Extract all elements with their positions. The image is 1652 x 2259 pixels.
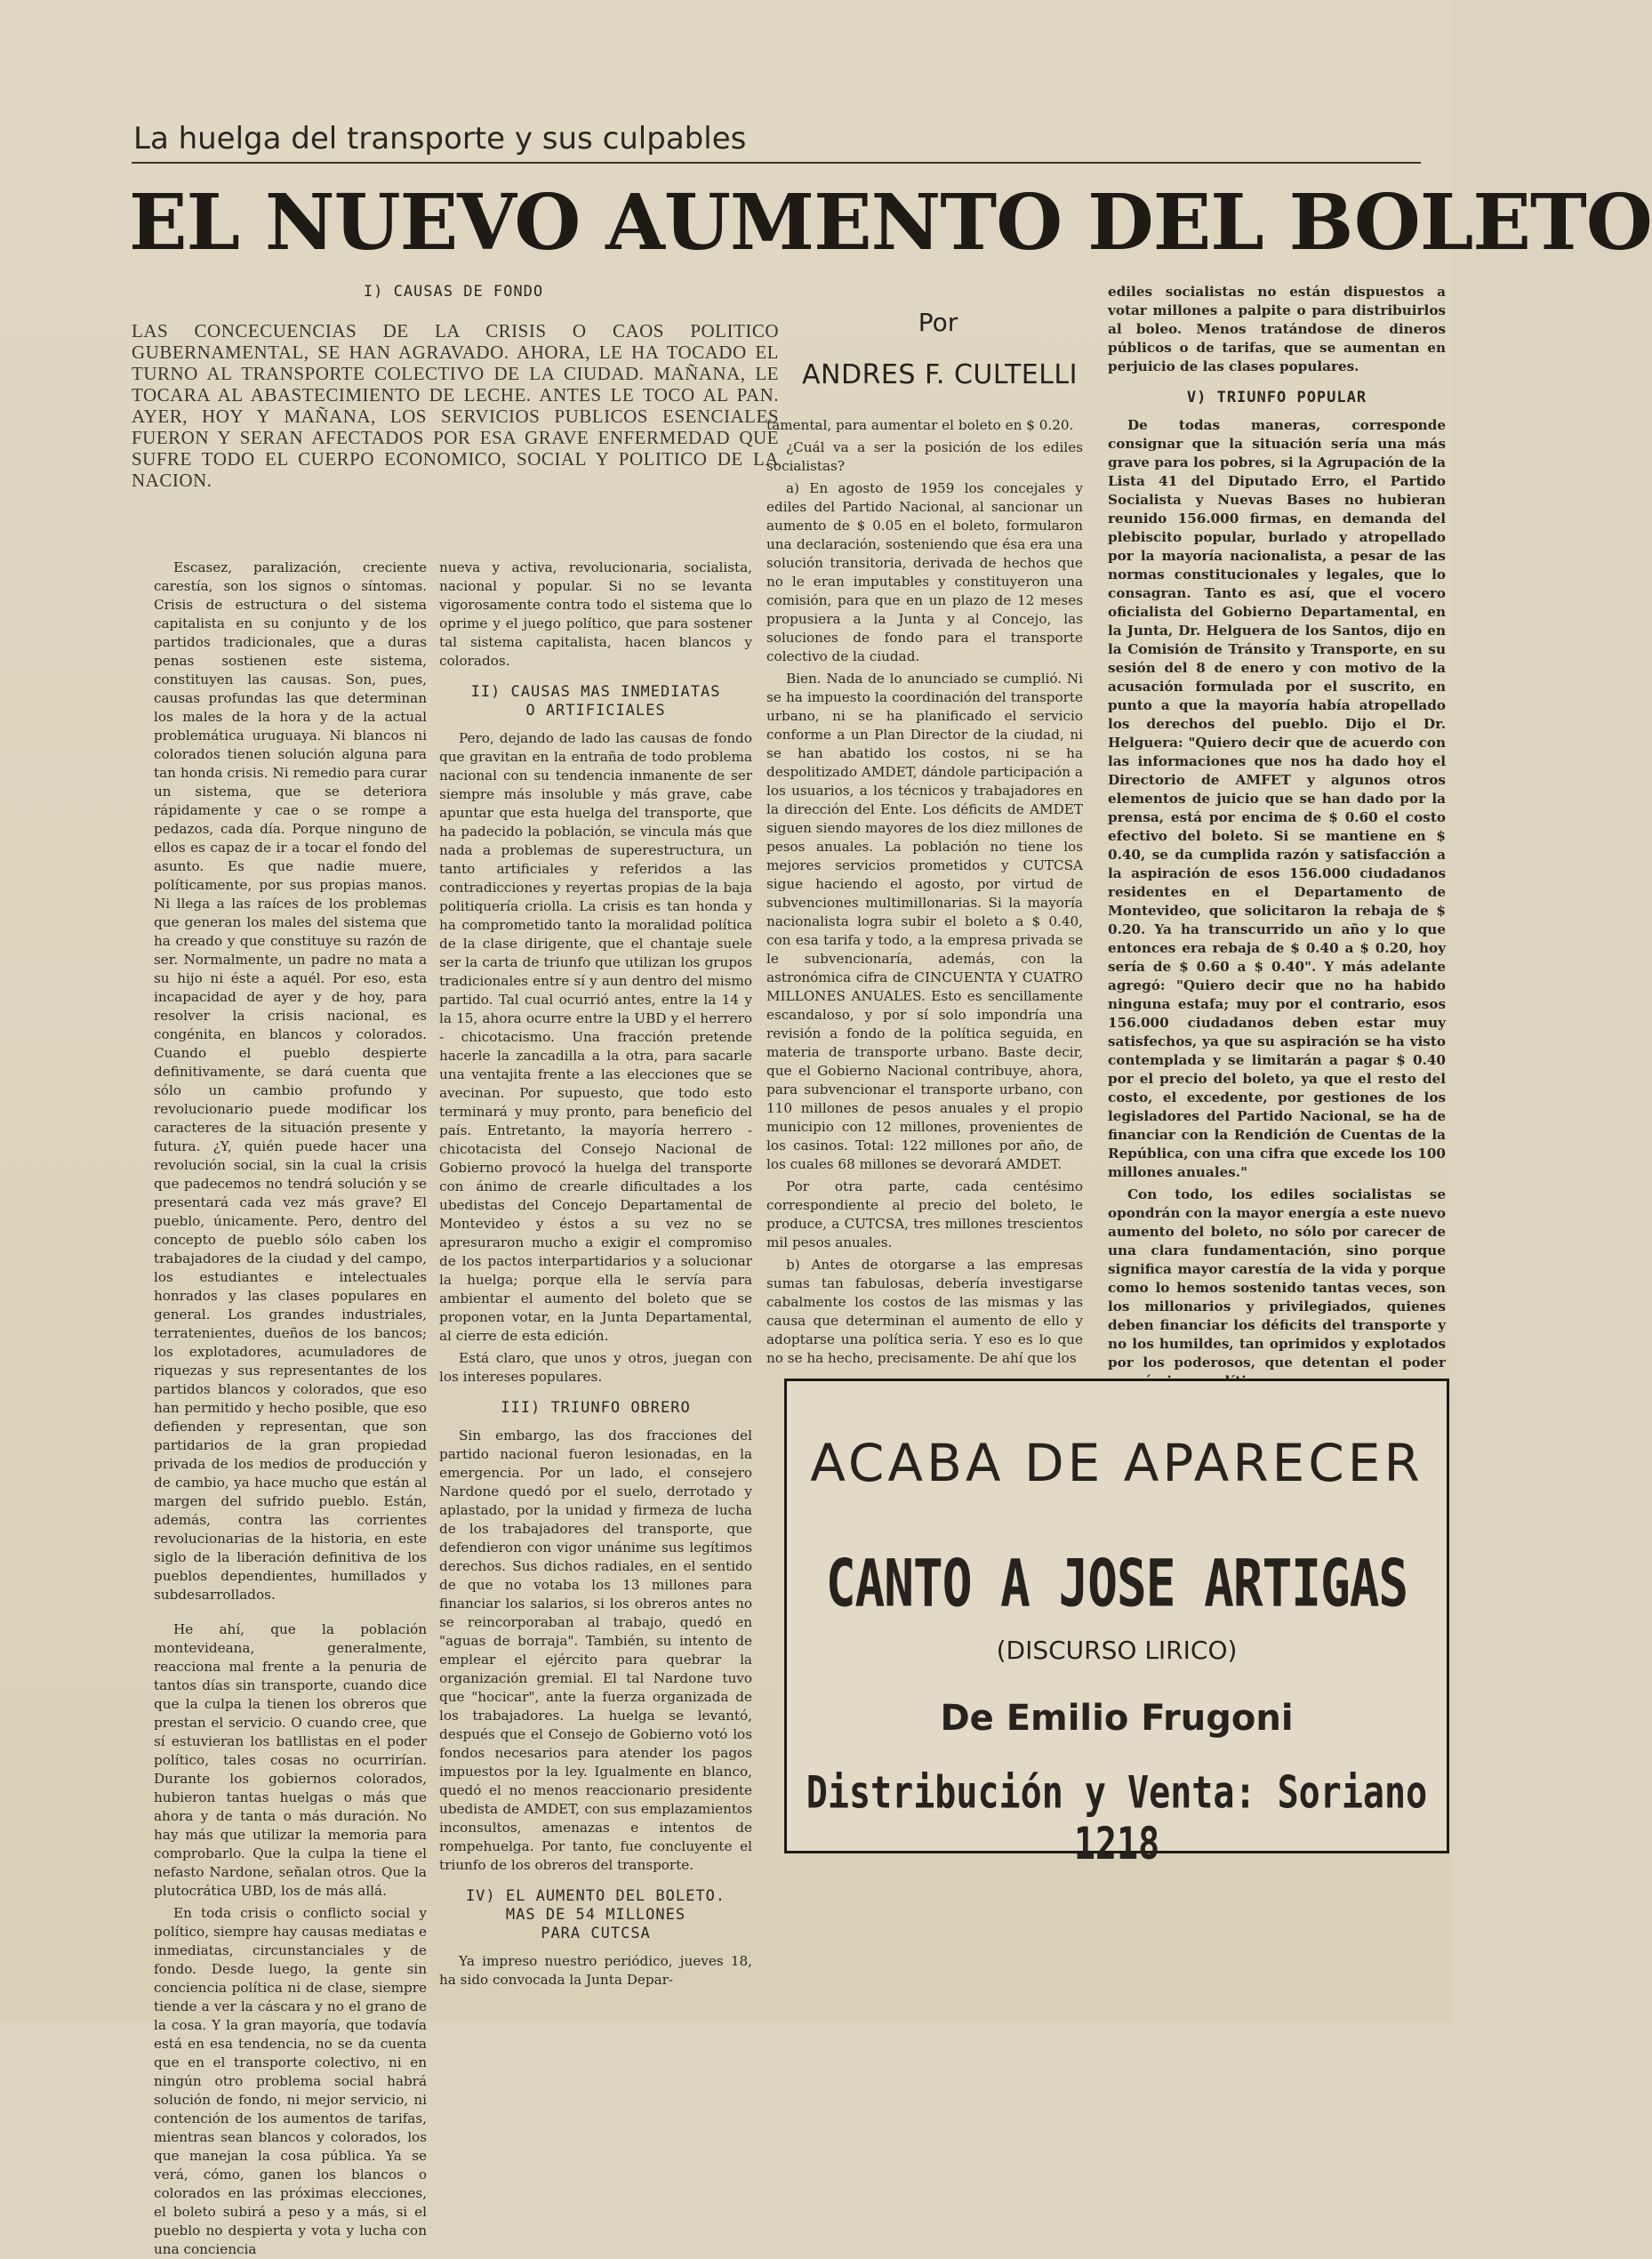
section-heading-2 — [439, 683, 752, 720]
paragraph: Ya impreso nuestro periódico, jueves 18, ha sido convocada la Junta Depar- — [439, 1953, 752, 1988]
section-heading-4 — [439, 1887, 752, 1943]
article-column-1 — [154, 559, 427, 2257]
headline: EL NUEVO AUMENTO DEL BOLETO — [129, 178, 1652, 268]
article-column-2 — [439, 559, 752, 2026]
section-heading-3: III) TRIUNFO OBRERO — [501, 1399, 691, 1417]
kicker: La huelga del transporte y sus culpables — [133, 121, 747, 157]
paragraph: Escasez, paralización, creciente carestía, son los signos o síntomas. Crisis de estructura o del sistema capitalista en su conjunto y de los partidos tradicionales, que a duras penas sostienen este sistema, constituyen las causas. Son, pues, causas profundas las que determinan los males de la hora y de la actual problemática uruguaya. Ni blancos ni colorados tienen solución alguna para tan honda crisis. Ni remedio para curar un sistema, que se deteriora rápidamente y cae o se rompe a pedazos, cada día. Porque ninguno de ellos es capaz de ir a tocar el fondo del asunto. Es que nadie muere, políticamente, por sus propias manos. Ni llega a las raíces de los problemas que generan los males del sistema que ha creado y que constituye su razón de ser. Normalmente, un padre no mata a su hijo ni éste a aquél. Por eso, esta incapacidad de ayer y de hoy, para resolver la crisis nacional, es congénita, en blancos y colorados. Cuando el pueblo despierte definitivamente, se dará cuenta que sólo un cambio profundo y revolucionario puede modificar los caracteres de la situación presente y futura. ¿Y, quién puede hacer una revolución social, sin la cual la crisis que padecemos no tendrá solución y se presentará cada vez más grave? El pueblo, únicamente. Pero, dentro del concepto de pueblo sólo caben los trabajadores de la ciudad y del campo, los estudiantes e intelectuales honrados y las clases populares en general. Los grandes industriales, terratenientes, dueños de los bancos; los explotadores, acumuladores de riquezas y sus representantes de los partidos blancos y colorados, que eso han permitido y hecho posible, que eso defienden y representan, que son partidarios de la gran propiedad privada de los medios de producción y de cambio, ya hace mucho que están al margen del sufrido pueblo. Están, además, contra las corrientes revolucionarias de la historia, en este siglo de la liberación definitiva de los pueblos dependientes, humillados y subdesarrollados. — [154, 559, 427, 1603]
paragraph: Bien. Nada de lo anunciado se cumplió. Ni se ha impuesto la coordinación del transporte urbano, ni se ha planificado el servicio conforme a un Plan Director de la ciudad, ni se han abatido los costos, ni se ha despolitizado AMDET, dándole participación a los usuarios, a los técnicos y trabajadores en la dirección del Ente. Los déficits de AMDET siguen siendo mayores de los diez millones de pesos anuales. La población no tiene los mejores servicios prometidos y CUTCSA sigue haciendo el agosto, por virtud de subvenciones multimillonarias. Si la mayoría nacionalista logra subir el boleto a $ 0.40, con esa tarifa y todo, a la empresa privada se le subvencionaría, además, con la astronómica cifra de CINCUENTA Y CUATRO MILLONES ANUALES. Esto es sencillamente escandaloso, y por sí solo impondría una revisión a fondo de la política seguida, en materia de transporte urbano. Baste decir, que el Gobierno Nacional contribuye, ahora, para subvencionar el transporte urbano, con 110 millones de pesos anuales y el propio municipio con 12 millones, provenientes de los casinos. Total: 122 millones por año, de los cuales 68 millones se devorará AMDET. — [766, 671, 1083, 1172]
section-heading-2b: O ARTIFICIALES — [525, 702, 666, 720]
ad-author: De Emilio Frugoni — [940, 1698, 1294, 1739]
ad-book-title: CANTO A JOSE ARTIGAS — [825, 1547, 1408, 1622]
paragraph: He ahí, que la población montevideana, generalmente, reacciona mal frente a la penuria de tantos días sin transporte, cuando dice que la culpa la tienen los obreros que prestan el servicio. O cuando cree, que sí estuvieran los batllistas en el poder político, tales cosas no ocurrirían. Durante los gobiernos colorados, hubieron tantas huelgas o más que ahora y de tanta o más duración. No hay más que utilizar la memoria para comprobarlo. Que la culpa la tiene el nefasto Nardone, señalan otros. Que la plutocrática UBD, los de más allá. — [154, 1621, 427, 1899]
section-heading-4c: PARA CUTCSA — [541, 1925, 651, 1942]
article-column-3 — [766, 416, 1083, 1366]
section-heading-4b: MAS DE 54 MILLONES — [505, 1906, 686, 1924]
paragraph: ¿Cuál va a ser la posición de los ediles socialistas? — [766, 439, 1083, 474]
paragraph: En toda crisis o conflicto social y político, siempre hay causas mediatas e inmediatas, circunstanciales y de fondo. Desde luego, la gente sin conciencia política ni de clase, siempre tiende a ver la cáscara y no el grano de la cosa. Y la gran mayoría, que todavía está en esa tendencia, no se da cuenta que en el transporte colectivo, ni en ningún otro problema social habrá solución de fondo, ni mejor servicio, ni contención de los aumentos de tarifas, mientras sean blancos y colorados, los que manejan la cosa pública. Ya se verá, cómo, ganen los blancos o colorados en las próximas elecciones, el boleto subirá a peso y a más, si el pueblo no despierta y vota y lucha con una conciencia — [154, 1905, 427, 2257]
byline-por: Por — [918, 308, 958, 337]
paragraph: Por otra parte, cada centésimo correspondiente al precio del boleto, le produce, a CUTCSA, tres millones trescientos mil pesos anuales. — [766, 1178, 1083, 1250]
paragraph: ediles socialistas no están dispuestos a votar millones a palpite o para distribuirlos al boleo. Menos tratándose de dineros públicos o de tarifas, que se aumentan en perjuicio de las clases populares. — [1108, 284, 1446, 374]
article-column-4 — [1108, 283, 1446, 1371]
advertisement-box — [784, 1379, 1449, 1870]
paragraph: tamental, para aumentar el boleto en $ 0.20. — [766, 417, 1074, 433]
byline-author: ANDRES F. CULTELLI — [802, 359, 1078, 390]
paragraph: nueva y activa, revolucionaria, socialista, nacional y popular. Si no se levanta vigorosamente contra todo el sistema que lo oprime y el juego político, que para sostener tal sistema capitalista, hacen blancos y colorados. — [439, 559, 752, 669]
section-heading-5: V) TRIUNFO POPULAR — [1186, 389, 1367, 406]
paragraph: De todas maneras, corresponde consignar que la situación sería una más grave para los pobres, si la Agrupación de la Lista 41 del Diputado Erro, el Partido Socialista y Nuevas Bases no hubieran reunido 156.000 firmas, en demanda del plebiscito popular, burlado y atropellado por la mayoría nacionalista, a pesar de las normas constitucionales y legales, que lo consagran. Tanto es así, que el vocero oficialista del Gobierno Departamental, en la Junta, Dr. Helguera de los Santos, dijo en la Comisión de Tránsito y Transporte, en su sesión del 8 de enero y con motivo de la acusación formulada por el suscrito, en punto a que la mayoría había atropellado los derechos del pueblo. Dijo el Dr. Helguera: "Quiero decir que de acuerdo con las informaciones que nos ha dado hoy el Directorio de AMFET y algunos otros elementos de juicio que se han dado por la prensa, está por encima de $ 0.60 el costo efectivo del boleto. Si se mantiene en $ 0.40, se da cumplida razón y satisfacción a la aspiración de esos 156.000 ciudadanos residentes en el Departamento de Montevideo, que solicitaron la rebaja de $ 0.20. Ya ha transcurrido un año y lo que entonces era rebaja de $ 0.40 a $ 0.20, hoy sería de $ 0.60 a $ 0.40". Y más adelante agregó: "Quiero decir que no ha habido ninguna estafa; muy por el contrario, esos 156.000 ciudadanos deben estar muy satisfechos, ya que su aspiración se ha visto contemplada y se limitarán a pagar $ 0.40 por el precio del boleto, ya que el resto del costo, el excedente, por gestiones de los legisladores del Partido Nacional, se ha de financiar con la Rendición de Cuentas de la República, con una cifra que excede los 100 millones anuales." — [1108, 417, 1446, 1180]
section-heading — [276, 283, 631, 301]
section-heading-1: I) CAUSAS DE FONDO — [363, 283, 544, 301]
paragraph: Con todo, los ediles socialistas se opondrán con la mayor energía a este nuevo aumento del boleto, no sólo por carecer de una clara fundamentación, sino porque significa mayor carestía de la vida y porque como lo hemos sostenido tantas veces, son los millonarios y privilegiados, quienes deben financiar los déficits del transporte y no los humildes, tan oprimidos y explotados por los poderosos, que detentan el poder — [1108, 1186, 1446, 1371]
paragraph: a) En agosto de 1959 los concejales y ediles del Partido Nacional, al sancionar un aumento de $ 0.05 en el boleto, formularon una declaración, sosteniendo que ésa era una solución transitoria, derivada de hechos que no le eran imputables y constituyeron una comisión, para que en un plazo de 12 meses propusiera a la Junta y al Concejo, las soluciones de fondo para el transporte colectivo de la ciudad. — [766, 480, 1083, 664]
paragraph: b) Antes de otorgarse a las empresas sumas tan fabulosas, debería investigarse cabalmente los costos de las mismas y las causa que determinan el aumento de ello y adoptarse una política seria. Y eso es lo que no se ha hecho, precisamente. De ahí que los — [766, 1257, 1083, 1366]
ad-subtitle: (DISCURSO LIRICO) — [996, 1636, 1238, 1665]
ad-distribution: Distribución y Venta: Soriano 1218 — [806, 1767, 1428, 1870]
paragraph: Está claro, que unos y otros, juegan con los intereses populares. — [439, 1350, 752, 1385]
section-heading-4a: IV) EL AUMENTO DEL BOLETO. — [465, 1887, 726, 1905]
divider — [132, 162, 1421, 164]
lead-paragraph: LAS CONCECUENCIAS DE LA CRISIS O CAOS POLITICO GUBERNAMENTAL, SE HAN AGRAVADO. AHORA, LE HA TOCADO EL TURNO AL TRANSPORTE COLECTIVO DE LA CIUDAD. MAÑANA, LE TOCARA AL ABASTECIMIENTO DE LECHE. ANTES LE TOCO AL PAN. AYER, HOY Y MAÑANA, LOS SERVICIOS PUBLICOS ESENCIALES FUERON Y SERAN AFECTADOS POR ESA GRAVE ENFERMEDAD QUE SUFRE TODO EL CUERPO ECONOMICO, SOCIAL Y POLITICO DE LA NACION. — [132, 320, 779, 491]
paragraph: Pero, dejando de lado las causas de fondo que gravitan en la entraña de todo problema nacional con su tendencia inmanente de ser siempre más insoluble y más grave, cabe apuntar que esta huelga del transporte, que ha padecido la población, se vincula más que nada a problemas de superestructura, un tanto artificiales y referidos a las contradicciones y reyertas propias de la baja politiquería criolla. La crisis es tan honda y ha comprometido tanto la moralidad política de la clase dirigente, que el chantaje suele ser la carta de triunfo que utilizan los grupos tradicionales entre sí y aun dentro del mismo partido. Tal cual ocurrió antes, entre la 14 y la 15, ahora ocurre entre la UBD y el herrero - chicotacismo. Una fracción pretende hacerle la zancadilla a la otra, para sacarle una ventajita frente a las elecciones que se avecinan. Por supuesto, que todo esto terminará y muy pronto, para beneficio del país. Entretanto, la mayoría herrero - chicotacista del Consejo Nacional de Gobierno provocó la huelga del transporte con ánimo de crearle dificultades a los ubedistas del Concejo Departamental de Montevideo y éstos a su vez no se apresuraron mucho a exigir el compromiso de los pactos interpartidarios y a solucionar la huelga; porque ella le servía para ambientar el aumento del boleto que se proponen votar, en la Junta Departamental, al cierre de esta edición. — [439, 730, 752, 1344]
paragraph: Sin embargo, las dos fracciones del partido nacional fueron lesionadas, en la emergencia. Por un lado, el consejero Nardone quedó por el suelo, derrotado y aplastado, por la unidad y firmeza de lucha de los trabajadores del transporte, que defendieron con vigor unánime sus legítimos derechos. Sus dichos radiales, en el sentido de que no votaba los 13 millones para financiar los salarios, si los obreros antes no se reincorporaban al trabajo, quedó en "aguas de borraja". También, su intento de emplear el ejército para quebrar la organización gremial. El tal Nardone tuvo que "hocicar", ante la fuerza organizada de los trabajadores. La huelga se levantó, después que el Consejo de Gobierno votó los fondos necesarios para atender los pagos impuestos por la ley. Igualmente en blanco, quedó el no menos reaccionario presidente ubedista de AMDET, con sus emplazamientos inconsultos, amenazas e intentos de rompehuelga. Por tanto, fue concluyente el triunfo de los obreros del transporte. — [439, 1427, 752, 1873]
section-heading-2a: II) CAUSAS MAS INMEDIATAS — [470, 683, 721, 701]
ad-headline: ACABA DE APARECER — [810, 1433, 1423, 1493]
